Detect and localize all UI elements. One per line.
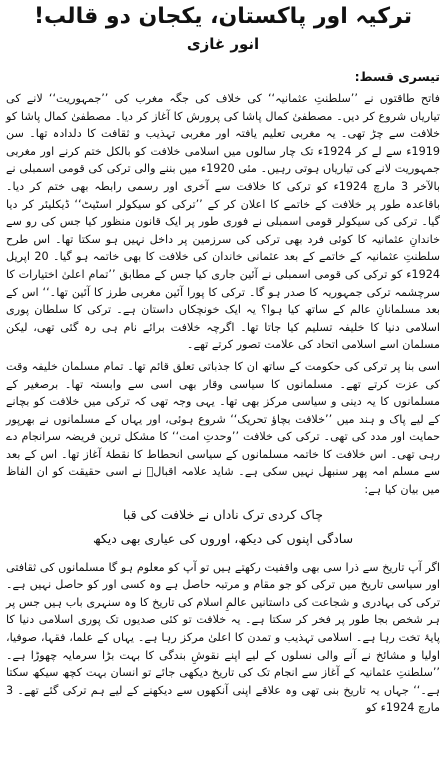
poetry-couplet (6, 503, 440, 551)
verse-line-1: چاک کردی ترک ناداں نے خلافت کی قبا (123, 506, 323, 522)
verse-line-2: سادگی اپنوں کی دیکھ، اوروں کی عیاری بھی دیکھ (92, 530, 354, 546)
article-title: ترکیہ اور پاکستان، یکجان دو قالب! (33, 4, 413, 29)
installment-label: تیسری قسط: (354, 69, 440, 84)
body-paragraph-3: اگر آپ تاریخ سے ذرا سی بھی واقفیت رکھتے ہیں تو آپ کو معلوم ہو گا مسلمانوں کی ثقافتی اور سیاسی تاریخ میں ترکی کو جو مقام و مرتبہ حاصل ہے وہ کسی اور کو حاصل نہیں ہے۔ ترکی کی بہادری و شجاعت کی داستانیں عالمِ اسلام کی تاریخ کا وہ سنہری باب ہیں جس پر ہر شخص بجا طور پر فخر کر سکتا ہے۔ یہ خلافت تو کئی صدیوں تک پوری اسلامی دنیا کا پایۂ تخت رہا ہے۔ اسلامی تہذیب و تمدن کا اعلیٰ مرکز رہا ہے۔ یہاں کے علما، فقہا، صوفیا، اولیا و مشائخ نے آنے والی نسلوں کے لیے اپنے نقوشِ بندگی کا بہت بڑا سرمایہ چھوڑا ہے۔ ’’سلطنتِ عثمانیہ کے آغاز سے انجام تک کی تاریخ دیکھی جائے تو انسان بہت کچھ سیکھ سکتا ہے۔‘‘ جہاں یہ تاریخ بنی تھی وہ علاقے اپنی آنکھوں سے دیکھنے کے لیے ہم ترکی گئے تھے۔ 3 مارچ 1924ء کو (6, 560, 440, 715)
body-paragraph-1: فاتح طاقتوں نے ’’سلطنتِ عثمانیہ‘‘ کی خلاف کی جگہ مغرب کی ’’جمہوریت‘‘ لانے کی تیاریاں شروع کر دیں۔ مصطفیٰ کمال پاشا کی پرورش کا آغاز کر دیا۔ مصطفیٰ کمال پاشا کو خلافت سے چڑ تھی۔ یہ مغربی تعلیم یافتہ اور مغربی تہذیب و ثقافت کا دلدادہ تھا۔ سن 1919ء سے لے کر 1924ء تک چار سالوں میں اسلامی خلافت کو بالکل ختم کرنے اور مغربی جمہوریت لانے کی تیاریاں ہوتی رہیں۔ مئی 1920ء میں بننے والی ترکی کی قومی اسمبلی نے بالآخر 3 مارچ 1924ء کو ترکی کا خلافت سے آخری اور رسمی رابطہ بھی ختم کر دیا۔ باقاعدہ طور پر خلافت کے خاتمے کا اعلان کر کے ’’ترکی کو سیکولر اسٹیٹ‘‘ ڈیکلیئر کر دیا گیا۔ ترکی کی سیکولر قومی اسمبلی نے فوری طور پر ایک قانون منظور کیا جس کی رو سے خاندانِ عثمانیہ کا کوئی فرد بھی ترکی کی سرزمین پر داخل نہیں ہو سکتا تھا۔ اس طرح سلطنتِ عثمانیہ کے خاتمے کے بعد عثمانی خاندان کی خلافت کا بھی خاتمہ ہو گیا۔ 20 اپریل 1924ء کو ترکی کی قومی اسمبلی نے آئین جاری کیا جس کے مطابق ’’تمام اعلیٰ اختیارات کا سرچشمہ ترکی جمہوریہ کا صدر ہو گا۔ ترکی کا پورا آئین مغربی طرز کا آئین تھا۔‘‘ اس کے بعد مسلمانانِ عالم کے ساتھ کیا ہوا؟ یہ ایک خونچکاں داستان ہے۔ ترکی کا سلطان پوری اسلامی دنیا کا خلیفہ تسلیم کیا جاتا تھا۔ اگرچہ خلافت برائے نام ہی رہ گئی تھی، لیکن مسلمان اسے اسلامی اتحاد کی علامت تصور کرتے تھے۔ (6, 92, 440, 352)
body-paragraph-2: اسی بنا پر ترکی کی حکومت کے ساتھ ان کا جذباتی تعلق قائم تھا۔ تمام مسلمان خلیفہ وقت کی عزت کرتے تھے۔ مسلمانوں کا سیاسی وقار بھی اسی سے وابستہ تھا۔ برصغیر کے مسلمانوں کا یہ دینی و سیاسی مرکز بھی تھا۔ یہی وجہ تھی کہ ترکی میں خلافت کو بچانے کے لیے پاک و ہند میں ’’خلافت بچاؤ تحریک‘‘ شروع ہوئی، اور یہاں کے مسلمانوں نے بھرپور حمایت اور مدد کی تھی۔ ترکی کی خلافت ’’وحدتِ امت‘‘ کا مشکل ترین فریضہ سرانجام دے رہی تھی۔ اس خلافت کا خاتمہ مسلمانوں کے سیاسی انحطاط کا نقطۂ آغاز تھا۔ اس کے بعد سے مسلم امہ پھر سنبھل نہیں سکی ہے۔ شاید علامہ اقبالؒ نے اسی حقیقت کو ان الفاظ میں بیان کیا ہے: (6, 359, 440, 497)
author-byline: انور غازی (186, 35, 260, 53)
